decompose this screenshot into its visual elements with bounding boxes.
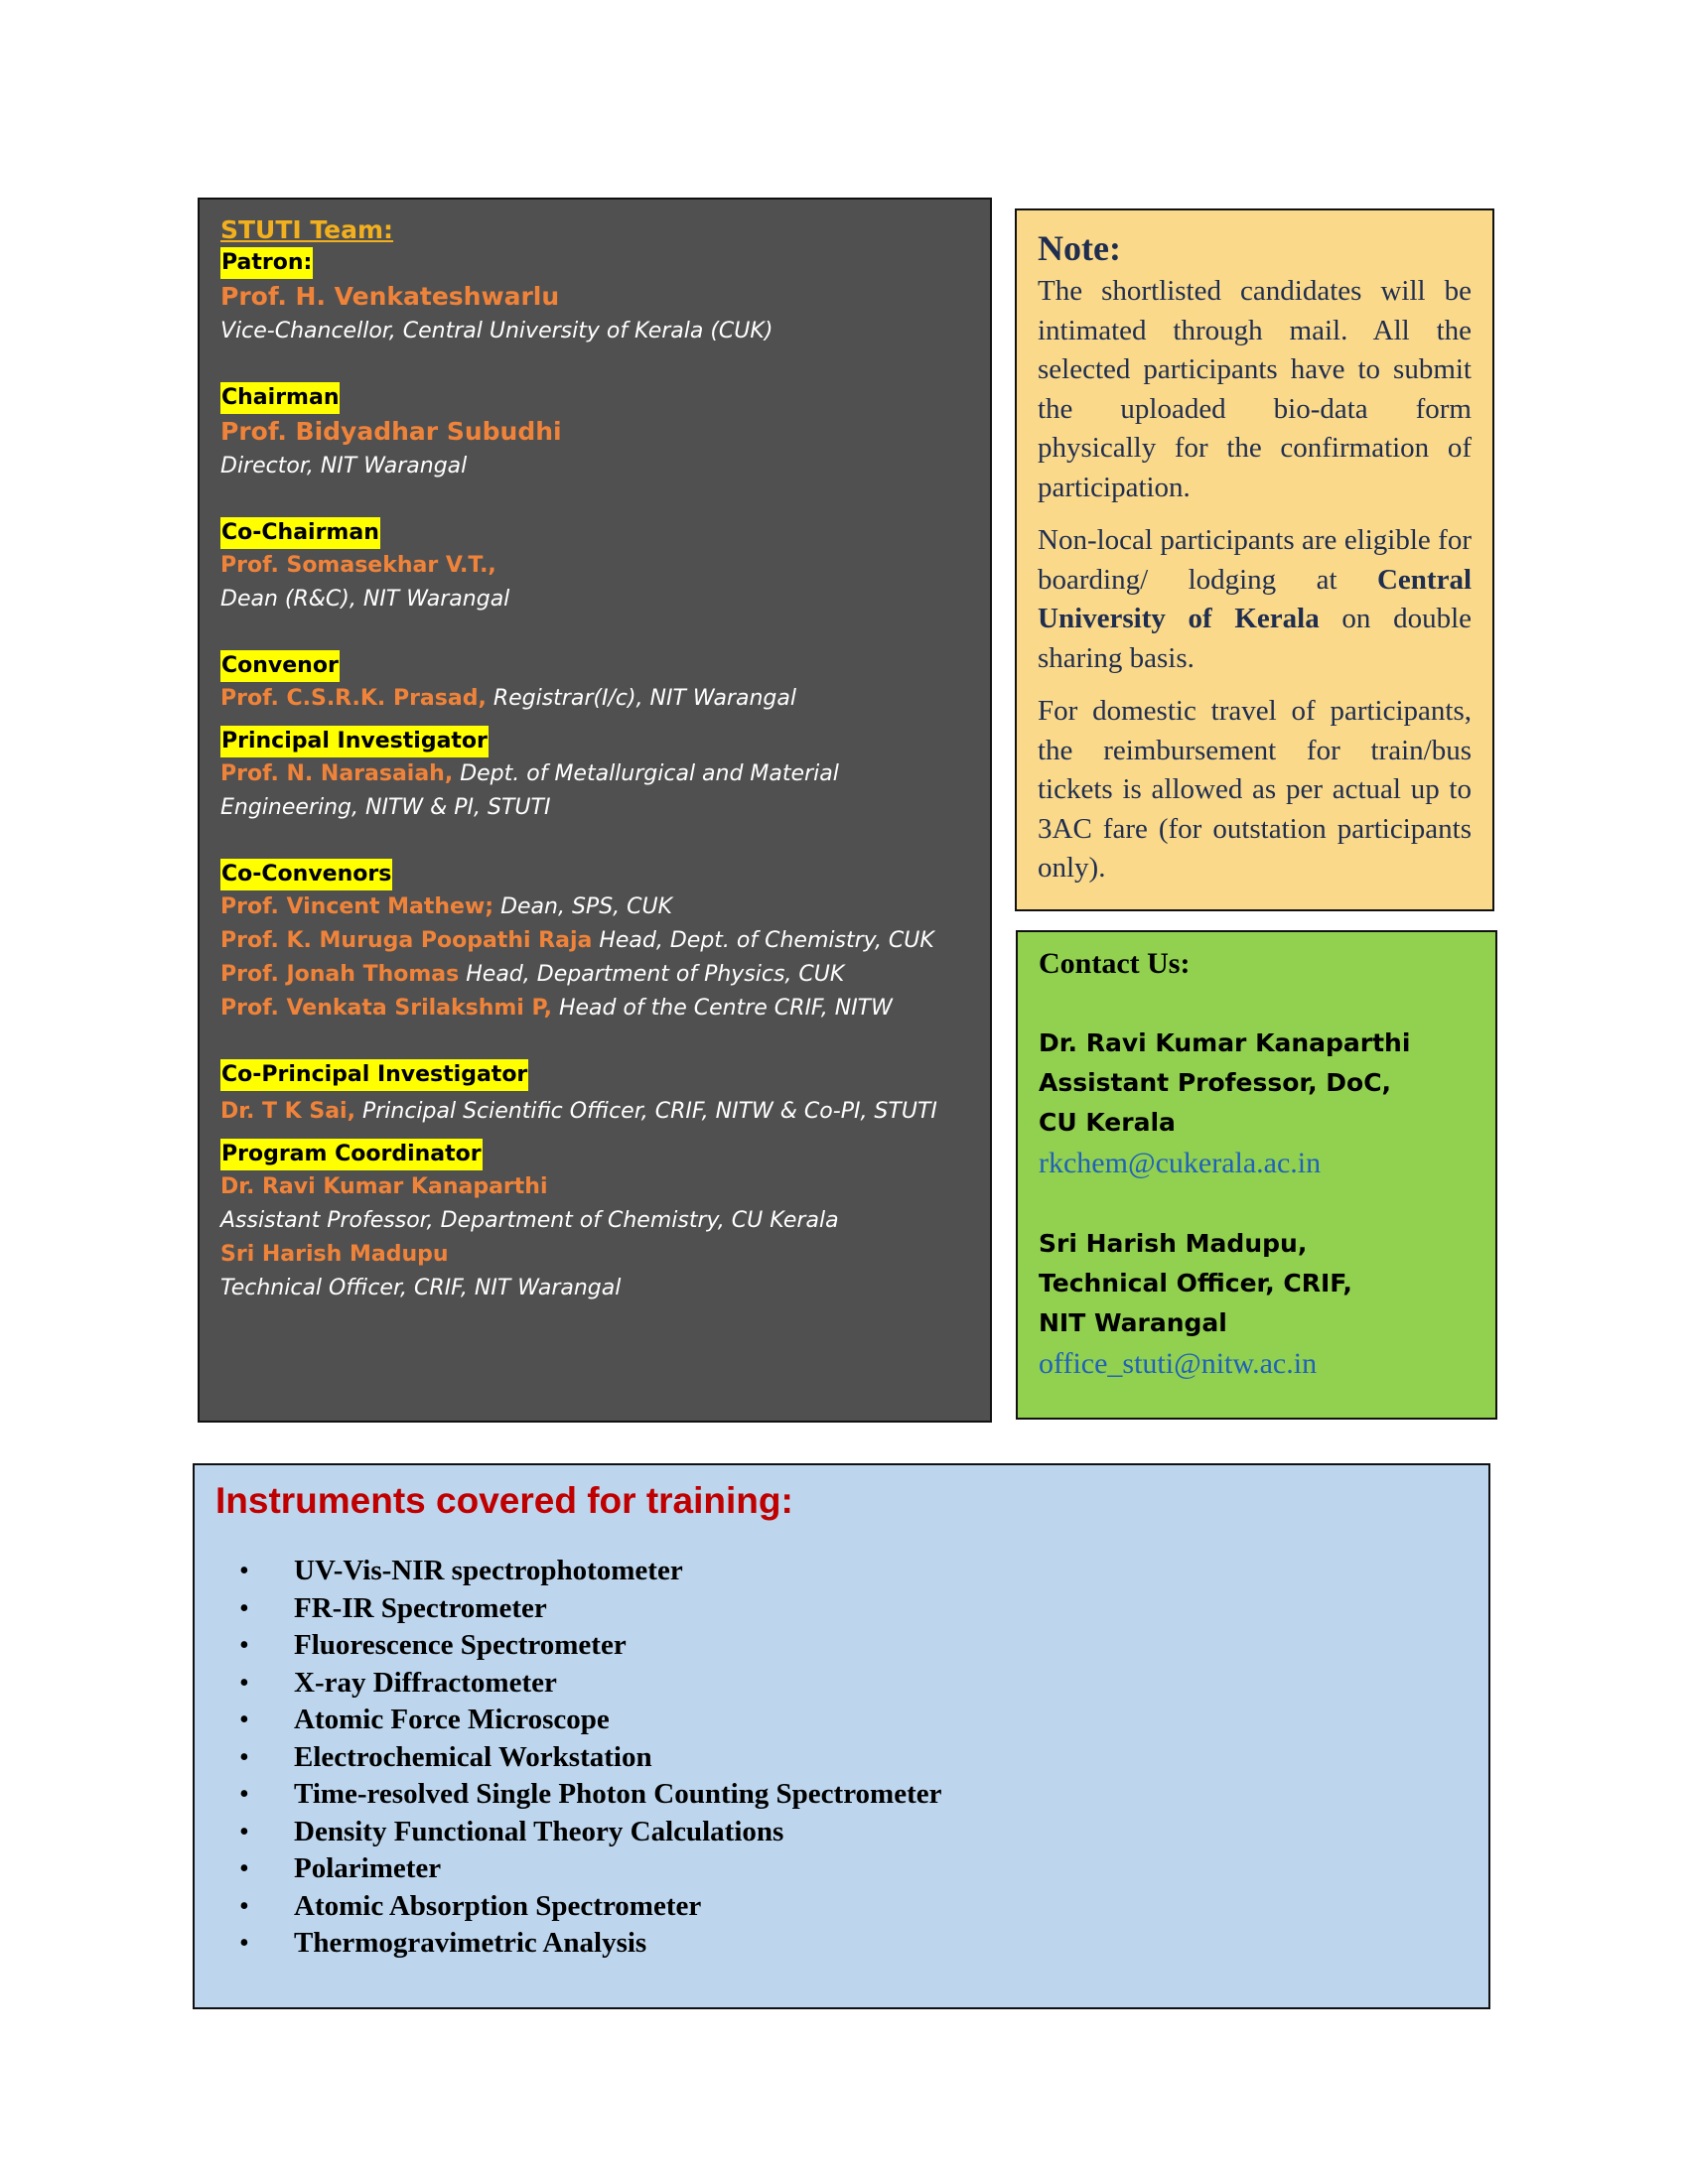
bullet-icon: •	[239, 1705, 249, 1735]
coordinator-name-1: Dr. Ravi Kumar Kanaparthi	[220, 1174, 548, 1199]
chairman-role: Director, NIT Warangal	[220, 454, 468, 478]
bullet-icon: •	[239, 1556, 249, 1586]
co-convenor-name: Prof. Vincent Mathew;	[220, 894, 494, 919]
note-title: Note:	[1038, 228, 1121, 268]
bullet-icon: •	[239, 1667, 249, 1699]
co-chairman-role: Dean (R&C), NIT Warangal	[220, 587, 510, 612]
note-p2-text: Non-local participants are eligible for boarding/ lodging at	[1038, 524, 1472, 596]
contact-1-title: Assistant Professor, DoC,	[1039, 1068, 1392, 1097]
instruments-list	[215, 1553, 1468, 1963]
convenor-name: Prof. C.S.R.K. Prasad,	[220, 686, 487, 711]
co-pi-name: Dr. T K Sai,	[220, 1099, 355, 1124]
co-convenor-row	[220, 958, 970, 992]
pi-role-cont: Engineering, NITW & PI, STUTI	[220, 795, 551, 820]
instruments-panel	[193, 1463, 1490, 2009]
bullet-icon: •	[239, 1592, 249, 1624]
chairman-name: Prof. Bidyadhar Subudhi	[220, 417, 562, 446]
contact-2-email-link[interactable]: office_stuti@nitw.ac.in	[1039, 1347, 1318, 1380]
co-convenor-role: Dean, SPS, CUK	[493, 894, 673, 919]
co-convenors-section	[220, 859, 970, 1025]
pi-name: Prof. N. Narasaiah,	[220, 761, 454, 786]
instrument-label: Thermogravimetric Analysis	[294, 1927, 647, 1959]
co-chairman-section	[220, 517, 970, 616]
stuti-team-panel	[198, 198, 992, 1423]
instrument-label: Atomic Absorption Spectrometer	[294, 1889, 702, 1922]
co-convenors-label: Co-Convenors	[220, 859, 392, 890]
instrument-item	[215, 1590, 1468, 1628]
bullet-icon: •	[239, 1816, 249, 1847]
instrument-item	[215, 1553, 1468, 1590]
coordinator-section	[220, 1139, 970, 1305]
co-pi-section	[220, 1059, 970, 1129]
patron-name: Prof. H. Venkateshwarlu	[220, 282, 560, 311]
note-p2-bold: Central University of Kerala	[1038, 563, 1472, 634]
bullet-icon: •	[239, 1928, 249, 1959]
instrument-label: Electrochemical Workstation	[294, 1740, 652, 1773]
patron-section	[220, 247, 970, 348]
convenor-label: Convenor	[220, 650, 340, 682]
coordinator-label: Program Coordinator	[220, 1139, 483, 1170]
contact-title: Contact Us:	[1039, 947, 1191, 980]
co-convenor-name: Prof. Jonah Thomas	[220, 962, 460, 987]
co-convenor-role: Head of the Centre CRIF, NITW	[551, 996, 893, 1021]
instrument-item	[215, 1850, 1468, 1888]
bullet-icon: •	[239, 1779, 249, 1810]
bullet-icon: •	[239, 1630, 249, 1661]
note-p2-text-end: on double sharing basis.	[1038, 603, 1472, 674]
instrument-item	[215, 1776, 1468, 1814]
instrument-item	[215, 1739, 1468, 1777]
note-paragraph-3: For domestic travel of participants, the reimbursement for train/bus tickets is allowed as per actual up to 3AC fare (for outstation participants only).	[1038, 695, 1472, 884]
instrument-label: Fluorescence Spectrometer	[294, 1629, 627, 1661]
instrument-item	[215, 1702, 1468, 1739]
contact-1-name: Dr. Ravi Kumar Kanaparthi	[1039, 1028, 1411, 1057]
coordinator-name-2: Sri Harish Madupu	[220, 1242, 449, 1267]
instrument-label: X-ray Diffractometer	[294, 1666, 557, 1699]
contact-2-org: NIT Warangal	[1039, 1308, 1227, 1337]
patron-role: Vice-Chancellor, Central University of Kerala (CUK)	[220, 319, 774, 343]
contact-2-title: Technical Officer, CRIF,	[1039, 1269, 1352, 1297]
contact-1-org: CU Kerala	[1039, 1108, 1176, 1137]
convenor-section	[220, 650, 970, 716]
instrument-item	[215, 1814, 1468, 1851]
co-convenor-row	[220, 924, 970, 958]
co-convenor-row	[220, 890, 970, 924]
co-chairman-label: Co-Chairman	[220, 517, 380, 549]
contact-panel	[1016, 930, 1497, 1420]
pi-section	[220, 726, 970, 825]
instrument-item	[215, 1665, 1468, 1703]
note-paragraph-2	[1038, 521, 1472, 678]
contact-2-name: Sri Harish Madupu,	[1039, 1229, 1308, 1258]
co-convenor-role: Head, Dept. of Chemistry, CUK	[592, 928, 934, 953]
chairman-section	[220, 382, 970, 483]
chairman-label: Chairman	[220, 382, 340, 414]
contact-1-email-link[interactable]: rkchem@cukerala.ac.in	[1039, 1147, 1322, 1179]
instrument-label: Time-resolved Single Photon Counting Spectrometer	[294, 1778, 942, 1810]
instrument-item	[215, 1925, 1468, 1963]
note-panel	[1015, 208, 1494, 911]
instrument-item	[215, 1627, 1468, 1665]
bullet-icon: •	[239, 1890, 249, 1922]
co-convenor-name: Prof. Venkata Srilakshmi P,	[220, 996, 552, 1021]
co-chairman-name: Prof. Somasekhar V.T.,	[220, 553, 496, 578]
co-pi-label: Co-Principal Investigator	[220, 1059, 528, 1091]
pi-role: Dept. of Metallurgical and Material	[453, 761, 839, 786]
co-convenor-row	[220, 992, 970, 1025]
co-pi-role: Principal Scientific Officer, CRIF, NITW & Co-PI, STUTI	[354, 1099, 937, 1124]
note-paragraph-1: The shortlisted candidates will be intimated through mail. All the selected participants have to submit the uploaded bio-data form physically for the confirmation of participation.	[1038, 275, 1472, 503]
pi-label: Principal Investigator	[220, 726, 489, 757]
instruments-title: Instruments covered for training:	[215, 1480, 793, 1521]
co-convenor-role: Head, Department of Physics, CUK	[459, 962, 845, 987]
instrument-label: Atomic Force Microscope	[294, 1704, 610, 1735]
co-convenor-name: Prof. K. Muruga Poopathi Raja	[220, 928, 593, 953]
instrument-label: UV-Vis-NIR spectrophotometer	[294, 1555, 683, 1586]
team-title: STUTI Team:	[220, 215, 394, 244]
bullet-icon: •	[239, 1741, 249, 1773]
bullet-icon: •	[239, 1853, 249, 1884]
instrument-label: FR-IR Spectrometer	[294, 1591, 547, 1624]
instrument-label: Polarimeter	[294, 1852, 442, 1884]
patron-label: Patron:	[220, 247, 313, 279]
convenor-role: Registrar(I/c), NIT Warangal	[486, 686, 796, 711]
instrument-label: Density Functional Theory Calculations	[294, 1815, 784, 1847]
coordinator-role-1: Assistant Professor, Department of Chemistry, CU Kerala	[220, 1208, 839, 1233]
instrument-item	[215, 1888, 1468, 1926]
coordinator-role-2: Technical Officer, CRIF, NIT Warangal	[220, 1276, 622, 1300]
